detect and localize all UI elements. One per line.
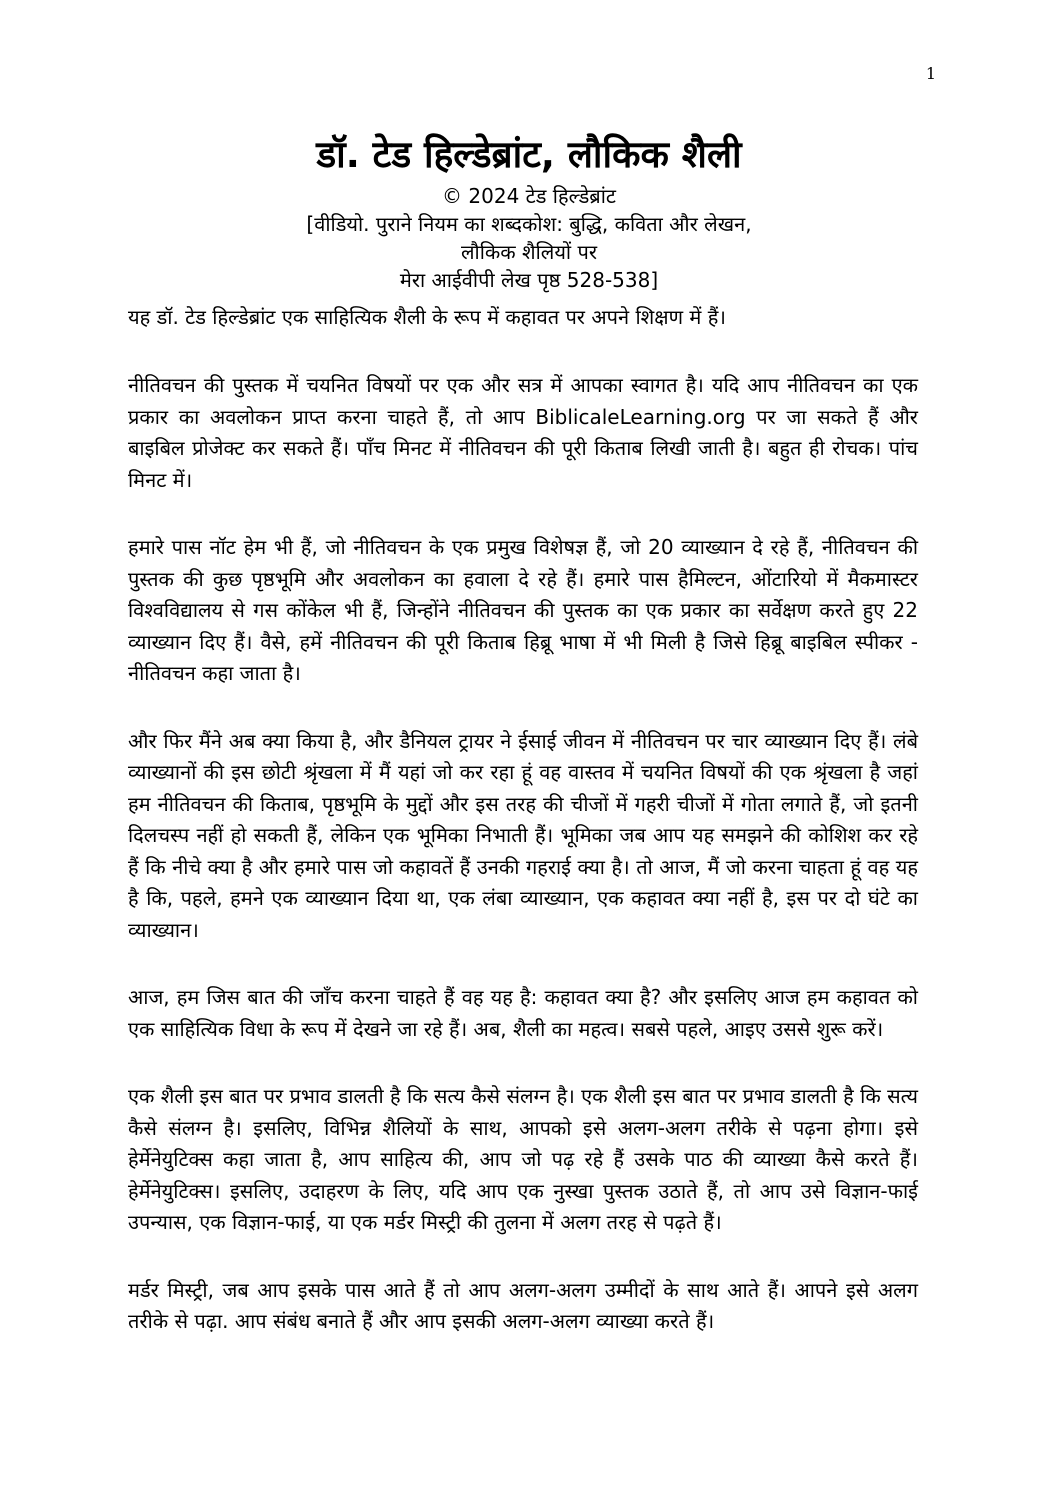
copyright-line: © 2024 टेड हिल्डेब्रांट xyxy=(442,184,616,208)
intro-line: यह डॉ. टेड हिल्डेब्रांट एक साहित्यिक शैली के रूप में कहावत पर अपने शिक्षण में हैं। xyxy=(128,305,726,329)
document-body xyxy=(128,300,918,1338)
paragraph-5: एक शैली इस बात पर प्रभाव डालती है कि सत्य कैसे संलग्न है। एक शैली इस बात पर प्रभाव डालती है कि सत्य कैसे संलग्न है। इसलिए, विभिन्न शैलियों के साथ, आपको इसे अलग-अलग तरीके से पढ़ना होगा। इसे हेर्मेनेयुटिक्स कहा जाता है, आप साहित्य की, आप जो पढ़ रहे हैं उसके पाठ की व्याख्या कैसे करते हैं। हेर्मेनेयुटिक्स। इसलिए, उदाहरण के लिए, यदि आप एक नुस्खा पुस्तक उठाते हैं, तो आप उसे विज्ञान-फाई उपन्यास, एक विज्ञान-फाई, या एक मर्डर मिस्ट्री की तुलना में अलग तरह से पढ़ते हैं। xyxy=(128,1084,918,1234)
document-title: डॉ. टेड हिल्डेब्रांट, लौकिक शैली xyxy=(316,133,742,176)
paragraph-4: आज, हम जिस बात की जाँच करना चाहते हैं वह यह है: कहावत क्या है? और इसलिए आज हम कहावत को एक साहित्यिक विधा के रूप में देखने जा रहे हैं। अब, शैली का महत्व। सबसे पहले, आइए उससे शुरू करें। xyxy=(128,985,918,1041)
source-line-3: मेरा आईवीपी लेख पृष्ठ 528-538] xyxy=(399,268,659,292)
paragraph-2: हमारे पास नॉट हेम भी हैं, जो नीतिवचन के एक प्रमुख विशेषज्ञ हैं, जो 20 व्याख्यान दे रहे हैं, नीतिवचन की पुस्तक की कुछ पृष्ठभूमि और अवलोकन का हवाला दे रहे हैं। हमारे पास हैमिल्टन, ओंटारियो में मैकमास्टर विश्वविद्यालय से गस कोंकेल भी हैं, जिन्होंने नीतिवचन की पुस्तक का एक प्रकार का सर्वेक्षण करते हुए 22 व्याख्यान दिए हैं। वैसे, हमें नीतिवचन की पूरी किताब हिब्रू भाषा में भी मिली है जिसे हिब्रू बाइबिल स्पीकर - नीतिवचन कहा जाता है। xyxy=(128,535,918,685)
source-line-1: [वीडियो. पुराने नियम का शब्दकोश: बुद्धि, कविता और लेखन, xyxy=(306,212,752,236)
paragraph-1: नीतिवचन की पुस्तक में चयनित विषयों पर एक और सत्र में आपका स्वागत है। यदि आप नीतिवचन का एक प्रकार का अवलोकन प्राप्त करना चाहते हैं, तो आप BiblicaleLearning.org पर जा सकते हैं और बाइबिल प्रोजेक्ट कर सकते हैं। पाँच मिनट में नीतिवचन की पूरी किताब लिखी जाती है। बहुत ही रोचक। पांच मिनट में। xyxy=(128,373,918,492)
paragraph-3: और फिर मैंने अब क्या किया है, और डैनियल ट्रायर ने ईसाई जीवन में नीतिवचन पर चार व्याख्यान दिए हैं। लंबे व्याख्यानों की इस छोटी श्रृंखला में मैं यहां जो कर रहा हूं वह वास्तव में चयनित विषयों की एक श्रृंखला है जहां हम नीतिवचन की किताब, पृष्ठभूमि के मुद्दों और इस तरह की चीजों में गहरी चीजों में गोता लगाते हैं, जो इतनी दिलचस्प नहीं हो सकती हैं, लेकिन एक भूमिका निभाती हैं। भूमिका जब आप यह समझने की कोशिश कर रहे हैं कि नीचे क्या है और हमारे पास जो कहावतें हैं उनकी गहराई क्या है। तो आज, मैं जो करना चाहता हूं वह यह है कि, पहले, हमने एक व्याख्यान दिया था, एक लंबा व्याख्यान, एक कहावत क्या नहीं है, इस पर दो घंटे का व्याख्यान। xyxy=(128,728,918,942)
page-number: 1 xyxy=(925,64,936,83)
paragraph-6: मर्डर मिस्ट्री, जब आप इसके पास आते हैं तो आप अलग-अलग उम्मीदों के साथ आते हैं। आपने इसे अलग तरीके से पढ़ा. आप संबंध बनाते हैं और आप इसकी अलग-अलग व्याख्या करते हैं। xyxy=(128,1277,918,1333)
source-line-2: लौकिक शैलियों पर xyxy=(460,240,597,264)
document-header xyxy=(0,128,1058,294)
